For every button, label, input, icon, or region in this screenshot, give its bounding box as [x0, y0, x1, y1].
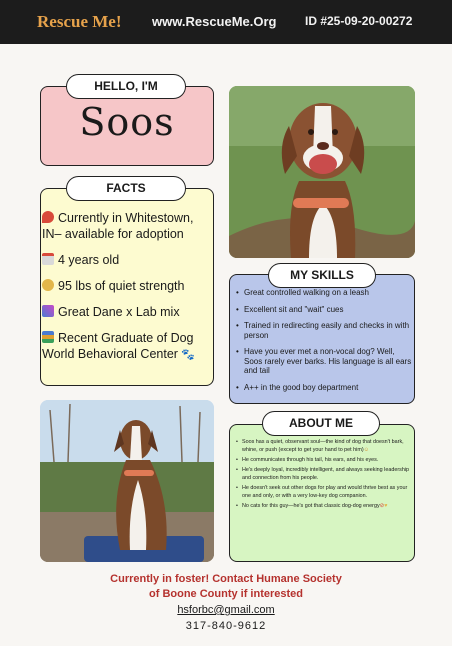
- skill-item: • Trained in redirecting easily and checks in with person: [236, 321, 414, 340]
- about-label: ABOUT ME: [262, 411, 380, 436]
- pin-icon: [42, 211, 54, 223]
- calendar-icon: [42, 253, 54, 265]
- books-icon: [42, 331, 54, 343]
- skill-item: • Have you ever met a non-vocal dog? Well, Soos rarely ever barks. His language is all ears and tail: [236, 347, 414, 376]
- dog-sitting-photo: [40, 400, 214, 562]
- fact-item: Currently in Whitestown, IN– available for adoption: [42, 211, 194, 241]
- smile-icon: ☺: [363, 447, 370, 453]
- scale-icon: [42, 279, 54, 291]
- no-cat-icon: ⊘: [379, 503, 385, 509]
- about-item: • He communicates through his tail, his ears, and his eyes.: [236, 456, 412, 464]
- about-item: • No cats for this guy—he's got that classic dog-dog energy⊘♥: [236, 502, 412, 510]
- heart-icon: ♥: [384, 503, 388, 509]
- dna-icon: [42, 305, 54, 317]
- about-item: • Soos has a quiet, observant soul—the kind of dog that doesn't bark, whine, or push (except to get your hand to pet him)☺: [236, 438, 412, 454]
- fact-item: Great Dane x Lab mix: [42, 304, 214, 320]
- dog-name: Soos: [79, 100, 175, 144]
- skill-item: • Excellent sit and "wait" cues: [236, 305, 414, 315]
- foster-notice-line1: Currently in foster! Contact Humane Society: [110, 573, 342, 585]
- header-bar: [0, 0, 452, 44]
- contact-email[interactable]: hsforbc@gmail.com: [177, 604, 275, 616]
- fact-item: 4 years old: [42, 252, 214, 268]
- about-list: [236, 438, 412, 512]
- about-item: • He's deeply loyal, incredibly intelligent, and always seeking leadership and connection from his people.: [236, 466, 412, 482]
- dog-portrait-photo: [229, 86, 415, 258]
- foster-notice-line2: of Boone County if interested: [149, 588, 303, 600]
- fact-item: Recent Graduate of Dog World Behavioral Center 🐾: [42, 331, 195, 361]
- skills-label: MY SKILLS: [268, 263, 376, 288]
- site-url: www.RescueMe.Org: [152, 14, 277, 29]
- skill-item: • A++ in the good boy department: [236, 383, 414, 393]
- contact-phone[interactable]: 317-840-9612: [185, 620, 267, 632]
- about-item: • He doesn't seek out other dogs for play and would thrive best as your one and only, or with a very low-key dog companion.: [236, 484, 412, 500]
- listing-id: ID #25-09-20-00272: [305, 14, 413, 28]
- facts-list: [42, 210, 214, 373]
- skills-list: [236, 288, 414, 399]
- brand-logo: Rescue Me!: [37, 12, 122, 31]
- fact-item: 95 lbs of quiet strength: [42, 278, 214, 294]
- facts-label: FACTS: [66, 176, 186, 201]
- skill-item: • Great controlled walking on a leash: [236, 288, 414, 298]
- hello-label: HELLO, I'M: [66, 74, 186, 99]
- paw-icon: 🐾: [180, 349, 195, 361]
